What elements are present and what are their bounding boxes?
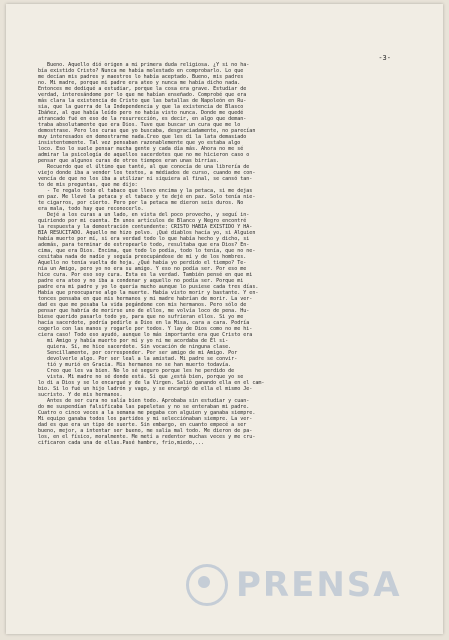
text-line: Creo que les va bien. No lo sé seguro porque les he perdido de <box>38 368 235 374</box>
text-line: los, en el físico, moralmente. Me metí a redentor muchas veces y me cru- <box>38 434 256 440</box>
text-line: Bueno. Aquello dió origen a mi primera duda religiosa. ¿Y si no ha- <box>38 62 250 68</box>
text-line: do me suspendían falsificaba las papeletas y no se enteraban mi padre. <box>38 404 250 410</box>
text-line: nía un Amigo, pero yo no era su amigo. Y eso no podía ser. Por eso me <box>38 266 247 272</box>
text-line: vista. Mi madre no sé donde está. Sí que ¿está bien, porque yo se <box>38 374 244 380</box>
text-line: más clara la existencia de Cristo que las batallas de Napoleón en Ru- <box>38 98 247 104</box>
text-line: me decían mis padres y maestros lo había aceptado. Bueno, mis padres <box>38 74 244 80</box>
archive-watermark <box>186 564 402 606</box>
typewritten-text <box>38 62 390 446</box>
text-line: quiera. Sí, me hice sacerdote. Sin vocación de ninguna clase. <box>38 344 232 350</box>
text-line: hice cura. Por eso soy cura. Esta es la verdad. También pensé en que mi <box>38 272 253 278</box>
text-line: bía existido Cristo? Nunca me había molestado en comprobarlo. Lo que <box>38 68 244 74</box>
text-line: sia, que la guerra de la Independencia y que la existencia de Blasco <box>38 104 244 110</box>
text-line: cificaron cada una de ellas.Pasé hambre, frío,miedo,... <box>38 440 205 446</box>
text-line: dad es que era un tipo de suerte. Sin embargo, en cuanto empecé a ser <box>38 422 247 428</box>
text-line: Mi equipo ganaba todos los partidos y mi selecciónaban siempre. La ver- <box>38 416 253 422</box>
text-line: viejo donde iba a vender los textos, a médiados de curso, cuando me con- <box>38 170 256 176</box>
text-line: mi Amigo y había muerto por mí y yo ni me acordaba de Él si- <box>38 338 229 344</box>
text-line: atrancado fué en eso de la resurrección, es decir, en algo que deman- <box>38 116 247 122</box>
text-line: padre era mi padre y yo lo quería mucho aunque lo pusiese cada tres días. <box>38 284 259 290</box>
text-line: BIA RESUCITADO. Aquello me hizo polvo. ¡Qué diablos hacía yo, si Alguien <box>38 230 256 236</box>
text-line: había muerto por mí, si era verdad todo lo que había hecho y dicho, si <box>38 236 250 242</box>
text-line: cogerlo con las manos y rogarle por todos. Y lay de Dios como no me hi- <box>38 326 253 332</box>
text-line: admirar la psicología de aquellos sacerdotes que no me hicieron caso o <box>38 152 250 158</box>
page-number: -3- <box>378 54 391 62</box>
text-line: tonces pensaba en que mis hermanos y mi madre habrían de morir. La ver- <box>38 296 253 302</box>
text-line: devolverle algo. Por ser leal a la amistad. Mi padre se convir- <box>38 356 238 362</box>
watermark-text: PRENSA <box>236 565 402 605</box>
text-line: Ibáñez, al que había leído pero no había visto nunca. Donde me quedé <box>38 110 244 116</box>
text-line: Antes de ser cura no salía bien todo. Aprobaba sin estudiar y cuan- <box>38 398 250 404</box>
text-line: no. Mi madre, porque mi padre era ateo y nunca me había dicho nada. <box>38 80 241 86</box>
text-line: cesitaba nada de nadie y seguía preocupándose de mí y de los hombres. <box>38 254 247 260</box>
text-line: ciera caso! Todo eso ayudó, aunque lo más importante era que Cristo era <box>38 332 253 338</box>
text-line: Dejé a los curas a un lado, en vista del poco provecho, y seguí in- <box>38 212 250 218</box>
text-line: te cigarros, por cierto. Pero por la petaca me dieron seis duros. No <box>38 200 244 206</box>
text-line: pensar que algunos curas de otros tiempos eran unas birrias. <box>38 158 220 164</box>
text-line: biese querido pasarlo todo yo, para que no sufrieran ellos. Si yo me <box>38 314 244 320</box>
text-line: Había que preocuparse algo la muerte. Había visto morir y bastante. Y en- <box>38 290 259 296</box>
text-line: era mala, todo hay que reconocerlo. <box>38 206 144 212</box>
text-line: hacía sacerdote, podría pedirle a Dios en la Misa, cara a cara. Podría <box>38 320 250 326</box>
text-line: tió y murió en Gracia. Mis hermanos no se han muerto todavía. <box>38 362 232 368</box>
text-line: Cuatro o cinco veces a la semana me pegaba con alguien y ganaba siempre. <box>38 410 256 416</box>
text-line: bueno, mejor, a intentar ser bueno, me salía mal todo. Me dieron de pa- <box>38 428 253 434</box>
text-line: dad es que me pesaba la vida pegándome con mis hermanos. Pero sólo de <box>38 302 247 308</box>
text-line: la respuesta y la demostración contundente: CRISTO HABIA EXISTIDO Y HA- <box>38 224 253 230</box>
text-line: demostrase. Pero los curas que yo buscaba, desgraciadamente, no parecían <box>38 128 256 134</box>
text-line: Sencillamente, por corresponder. Por ser amigo de mi Amigo. Por <box>38 350 238 356</box>
text-line: Aquello no tenía vuelta de hoja. ¿Qué había yo perdido el tiempo? Te- <box>38 260 247 266</box>
text-line: además, para terminar de estropearlo todo, resultaba que era Dios? En- <box>38 242 250 248</box>
text-line: loco. Eso lo suele pensar mucha gente y cada día más. Ahora no me sé <box>38 146 244 152</box>
text-line: to de mis preguntas, que me dijo: <box>38 182 138 188</box>
text-line: insistentemente. Tal vez pensaban razonablemente que yo estaba algo <box>38 140 241 146</box>
text-line: quiriendo por mi cuenta. En unos artículos de Blanco y Negro encontré <box>38 218 247 224</box>
text-line: bio. Si lo fué un hijo ladrón y vago, y se encargó de ella el mismo Je- <box>38 386 253 392</box>
text-line: Entonces me dediqué a estudiar, porque la cosa era grave. Estudiar de <box>38 86 247 92</box>
text-line: en paz. Me llevé la petaca y el tabaco y te dejé en paz. Solo tenía nie- <box>38 194 256 200</box>
watermark-logo-icon <box>186 564 228 606</box>
document-page <box>6 4 443 634</box>
text-line: - Te regalo todo el tabaco que llevo encima y la petaca, si me dejas <box>38 188 253 194</box>
text-line: muy interesados en demostrarme nada.Creo que les di la lata demasiado <box>38 134 247 140</box>
text-line: traba absolutamente que era Dios. Tuve que buscar un cura que me lo <box>38 122 241 128</box>
text-line: vencía de que no los iba a utilizar ni siquiera al final, se cansó tan- <box>38 176 253 182</box>
text-line: cima, que era Dios. Encima, que todo lo podía, todo lo tenía, que no ne- <box>38 248 256 254</box>
text-line: pensar que habría de morirse uno de ellos, me volvía loco de pena. Hu- <box>38 308 250 314</box>
text-line: Recuerdo que el último que tanté, al que conocía de una librería de <box>38 164 250 170</box>
text-line: lo di a Dios y se lo encargué y de la Virgen. Salió ganando ella en el cam- <box>38 380 265 386</box>
text-line: sucristo. Y de mis hermanos. <box>38 392 123 398</box>
text-line: padre era ateo y no iba a condenar y aquello no podía ser. Porque mi <box>38 278 244 284</box>
text-line: verdad, interesándome por lo que me habían enseñado. Comprobé que era <box>38 92 247 98</box>
